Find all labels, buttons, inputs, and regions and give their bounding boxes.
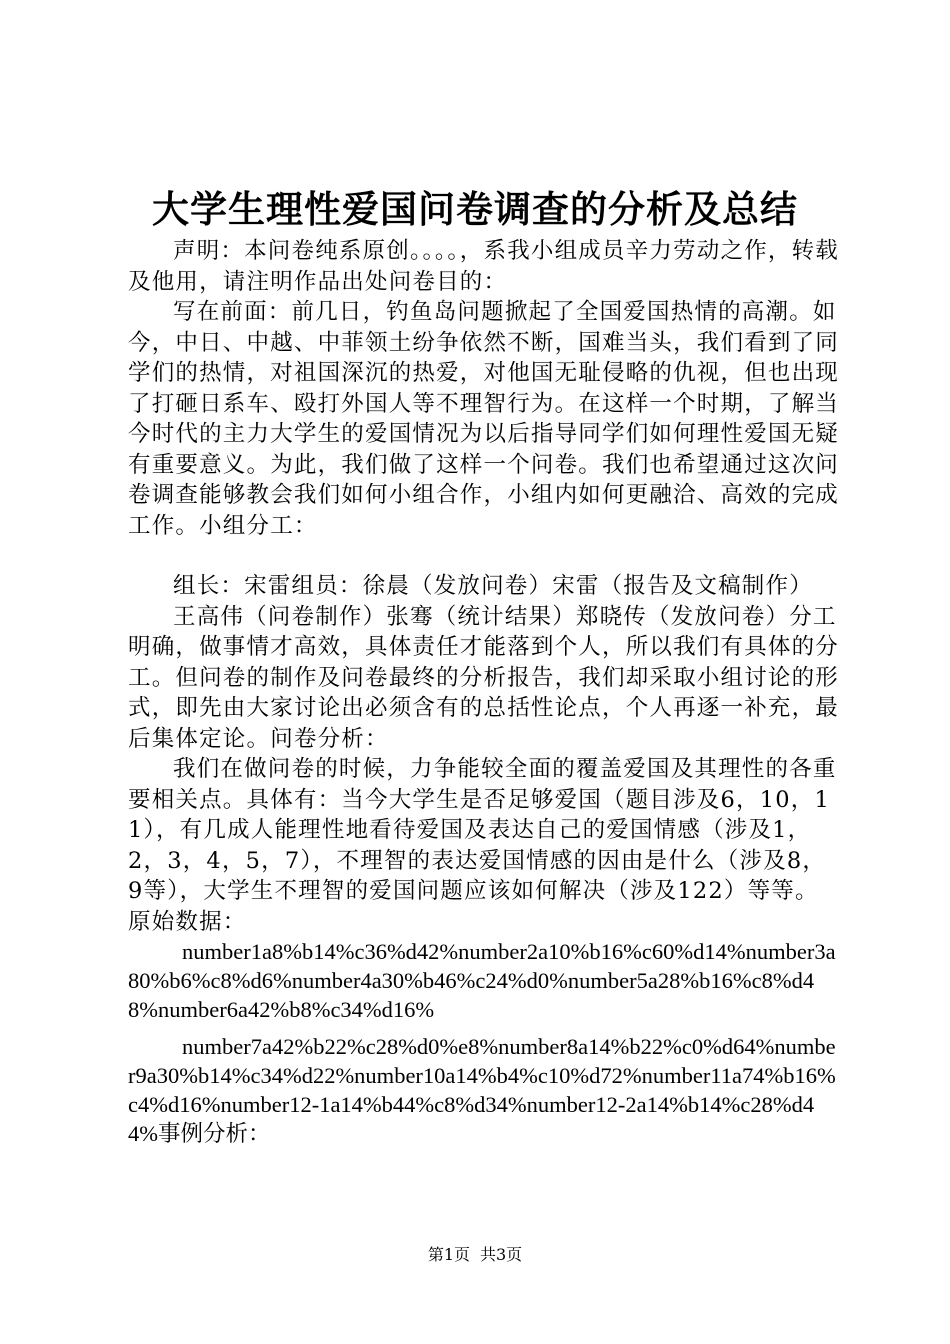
statement-paragraph: 声明：本问卷纯系原创。。。。，系我小组成员辛力劳动之作，转载及他用，请注明作品出处问卷目的： [128,238,840,295]
document-body [128,236,840,1148]
questionnaire-analysis-paragraph: 我们在做问卷的时候，力争能较全面的覆盖爱国及其理性的各重要相关点。具体有：当今大学生是否足够爱国（题目涉及6，10，11），有几成人能理性地看待爱国及表达自己的爱国情感（涉及1，2，3，4，5，7），不理智的表达爱国情感的因由是什么（涉及8，9等），大学生不理智的爱国问题应该如何解决（涉及122）等等。原始数据： [128,756,837,935]
page-number: 第1页 [427,1245,470,1264]
page-total: 共3页 [480,1245,523,1264]
raw-data-paragraph-2: number7a42%b22%c28%d0%e8%number8a14%b22%c0%d64%number9a30%b14%c34%d22%number10a14%b4%c10%d72%number11a74%b16%c4%d16%number12-1a14%b44%c8%d34%number12-2a14%b14%c28%d44%事例分析： [128,1034,836,1146]
document-title: 大学生理性爱国问卷调查的分析及总结 [152,187,798,231]
division-of-work-paragraph: 王高伟（问卷制作）张骞（统计结果）郑晓传（发放问卷）分工明确，做事情才高效，具体责任才能落到个人，所以我们有具体的分工。但问卷的制作及问卷最终的分析报告，我们却采取小组讨论的形式，即先由大家讨论出必须含有的总括性论点，个人再逐一补充，最后集体定论。问卷分析： [128,603,840,752]
raw-data-paragraph-1: number1a8%b14%c36%d42%number2a10%b16%c60%d14%number3a80%b6%c8%d6%number4a30%b46%c24%d0%number5a28%b16%c8%d48%number6a42%b8%c34%d16% [128,939,836,1022]
group-leader-paragraph: 组长：宋雷组员：徐晨（发放问卷）宋雷（报告及文稿制作） [173,573,813,599]
preface-paragraph: 写在前面：前几日，钓鱼岛问题掀起了全国爱国热情的高潮。如今，中日、中越、中菲领土纷争依然不断，国难当头，我们看到了同学们的热情，对祖国深沉的热爱，对他国无耻侵略的仇视，但也出现了打砸日系车、殴打外国人等不理智行为。在这样一个时期，了解当今时代的主力大学生的爱国情况为以后指导同学们如何理性爱国无疑有重要意义。为此，我们做了这样一个问卷。我们也希望通过这次问卷调查能够教会我们如何小组合作，小组内如何更融洽、高效的完成工作。小组分工： [128,299,840,539]
page-footer [0,1244,950,1266]
